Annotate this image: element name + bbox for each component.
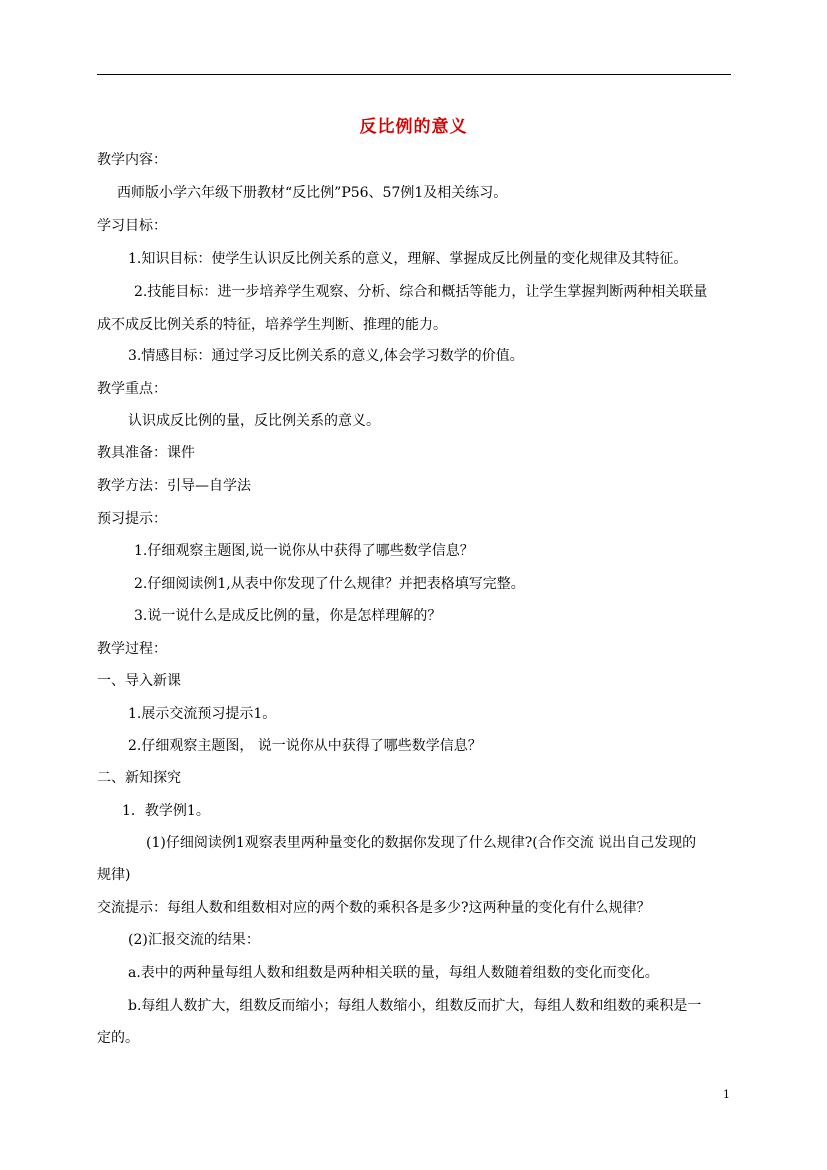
section-heading: 教具准备：课件	[97, 445, 195, 461]
paragraph-line: 西师版小学六年级下册教材“反比例”P56、57例1及相关练习。	[117, 185, 508, 201]
paragraph-line: 2.技能目标：进一步培养学生观察、分析、综合和概括等能力，让学生掌握判断两种相关联量	[134, 284, 708, 300]
list-item: 1.展示交流预习提示1。	[128, 706, 277, 722]
list-item: 3.说一说什么是成反比例的量，你是怎样理解的？	[134, 608, 442, 624]
document-title: 反比例的意义	[359, 117, 468, 137]
paragraph-line: (2)汇报交流的结果：	[128, 932, 260, 948]
section-heading: 教学过程：	[97, 641, 167, 657]
header-rule	[97, 74, 731, 75]
paragraph-line: 3.情感目标：通过学习反比例关系的意义,体会学习数学的价值。	[128, 348, 524, 364]
section-heading: 预习提示：	[97, 511, 167, 527]
list-item: 2.仔细观察主题图， 说一说你从中获得了哪些数学信息？	[128, 738, 482, 754]
paragraph-line: 认识成反比例的量，反比例关系的意义。	[128, 413, 380, 429]
section-heading: 教学方法：引导—自学法	[97, 478, 251, 494]
paragraph-line: 1.知识目标：使学生认识反比例关系的意义，理解、掌握成反比例量的变化规律及其特征。	[128, 251, 688, 267]
list-item: 1．教学例1。	[122, 803, 210, 819]
paragraph-line: 定的。	[97, 1030, 139, 1046]
section-heading: 一、导入新课	[97, 673, 181, 689]
section-heading: 学习目标：	[97, 218, 167, 234]
paragraph-line: 交流提示：每组人数和组数相对应的两个数的乘积各是多少?这两种量的变化有什么规律？	[97, 900, 651, 916]
page-number: 1	[723, 1088, 730, 1101]
section-heading: 二、新知探究	[97, 770, 181, 786]
list-item: 1.仔细观察主题图,说一说你从中获得了哪些数学信息？	[134, 543, 474, 559]
list-item: 2.仔细阅读例1,从表中你发现了什么规律？并把表格填写完整。	[134, 576, 525, 592]
paragraph-line: b.每组人数扩大，组数反而缩小；每组人数缩小，组数反而扩大，每组人数和组数的乘积是一	[128, 998, 702, 1014]
paragraph-line: 规律)	[97, 867, 131, 883]
paragraph-line: (1)仔细阅读例1观察表里两种量变化的数据你发现了什么规律?(合作交流 说出自己发现的	[146, 835, 697, 851]
section-heading: 教学内容：	[97, 152, 167, 168]
section-heading: 教学重点：	[97, 381, 167, 397]
paragraph-line: a.表中的两种量每组人数和组数是两种相关联的量，每组人数随着组数的变化而变化。	[128, 965, 659, 981]
paragraph-line: 成不成反比例关系的特征，培养学生判断、推理的能力。	[97, 317, 447, 333]
